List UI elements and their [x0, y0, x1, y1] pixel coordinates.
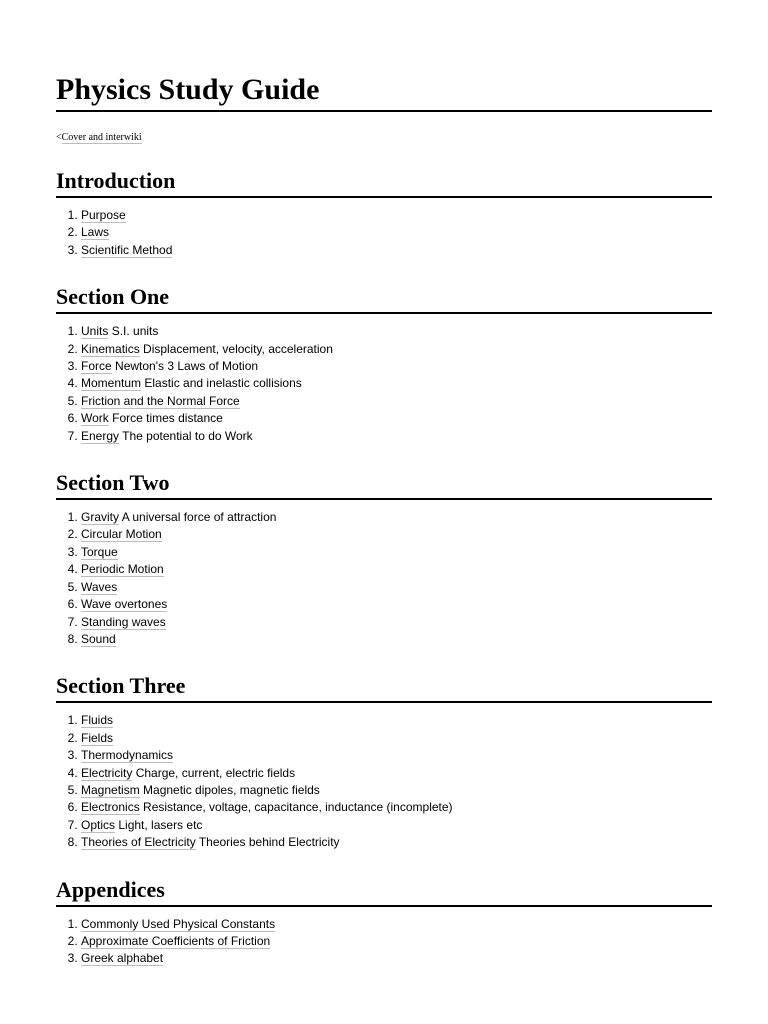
section-heading: Section Three	[56, 672, 712, 703]
list-item-link[interactable]: Wave overtones	[81, 597, 168, 612]
section-heading: Section One	[56, 283, 712, 314]
list-item-link[interactable]: Optics	[81, 817, 116, 832]
section-list	[56, 712, 712, 851]
list-item	[81, 323, 712, 340]
list-item	[81, 341, 712, 358]
sections-container	[56, 167, 712, 968]
section-list	[56, 509, 712, 648]
section-list	[56, 323, 712, 445]
list-item	[81, 730, 712, 747]
list-item	[81, 712, 712, 729]
list-item-description: Resistance, voltage, capacitance, inductance (incomplete)	[143, 800, 453, 815]
section-block	[56, 469, 712, 648]
list-item-description: Force times distance	[112, 411, 223, 426]
list-item-link[interactable]: Units	[81, 324, 109, 339]
list-item-link[interactable]: Electronics	[81, 800, 140, 815]
list-item	[81, 916, 712, 933]
list-item-link[interactable]: Momentum	[81, 376, 142, 391]
list-item-description: Theories behind Electricity	[198, 835, 340, 850]
list-item-description: The potential to do Work	[122, 428, 253, 443]
list-item-link[interactable]: Greek alphabet	[81, 951, 164, 966]
list-item-link[interactable]: Approximate Coefficients of Friction	[81, 933, 271, 948]
list-item-link[interactable]: Torque	[81, 544, 118, 559]
list-item-link[interactable]: Electricity	[81, 765, 133, 780]
list-item-link[interactable]: Waves	[81, 579, 118, 594]
page-title: Physics Study Guide	[56, 72, 712, 112]
list-item	[81, 561, 712, 578]
list-item-link[interactable]: Laws	[81, 225, 110, 240]
list-item	[81, 410, 712, 427]
list-item	[81, 765, 712, 782]
list-item-link[interactable]: Periodic Motion	[81, 562, 164, 577]
list-item-description: Light, lasers etc	[118, 817, 203, 832]
list-item-link[interactable]: Purpose	[81, 208, 126, 222]
list-item-link[interactable]: Theories of Electricity	[81, 835, 196, 850]
list-item	[81, 358, 712, 375]
list-item-link[interactable]: Friction and the Normal Force	[81, 393, 240, 408]
section-block	[56, 672, 712, 851]
list-item	[81, 834, 712, 851]
list-item-link[interactable]: Thermodynamics	[81, 748, 174, 763]
list-item-link[interactable]: Circular Motion	[81, 527, 162, 542]
list-item-description: A universal force of attraction	[121, 510, 277, 525]
list-item-description: Magnetic dipoles, magnetic fields	[143, 782, 320, 797]
list-item	[81, 428, 712, 445]
backlink-link[interactable]: Cover and interwiki	[61, 132, 142, 143]
section-heading: Appendices	[56, 876, 712, 907]
list-item	[81, 950, 712, 967]
list-item	[81, 747, 712, 764]
list-item	[81, 375, 712, 392]
list-item	[81, 596, 712, 613]
list-item	[81, 579, 712, 596]
list-item-description: Displacement, velocity, acceleration	[143, 341, 333, 356]
section-block	[56, 283, 712, 445]
backlink	[56, 131, 712, 145]
list-item-description: Charge, current, electric fields	[135, 765, 296, 780]
backlink-prefix: <	[56, 132, 62, 143]
list-item	[81, 614, 712, 631]
list-item-description: S.I. units	[111, 324, 159, 339]
section-list	[56, 207, 712, 259]
list-item-link[interactable]: Force	[81, 359, 112, 374]
list-item-link[interactable]: Standing waves	[81, 614, 166, 629]
list-item-link[interactable]: Commonly Used Physical Constants	[81, 916, 276, 931]
section-heading: Introduction	[56, 167, 712, 198]
list-item	[81, 242, 712, 259]
list-item	[81, 799, 712, 816]
list-item	[81, 817, 712, 834]
list-item-link[interactable]: Kinematics	[81, 341, 140, 356]
list-item-link[interactable]: Energy	[81, 428, 120, 443]
list-item	[81, 782, 712, 799]
list-item-description: Elastic and inelastic collisions	[144, 376, 302, 391]
list-item	[81, 631, 712, 648]
list-item-description: Newton's 3 Laws of Motion	[115, 359, 259, 374]
list-item-link[interactable]: Sound	[81, 631, 116, 646]
list-item-link[interactable]: Scientific Method	[81, 242, 173, 257]
list-item-link[interactable]: Fields	[81, 730, 114, 745]
list-item	[81, 526, 712, 543]
list-item	[81, 544, 712, 561]
list-item-link[interactable]: Gravity	[81, 510, 120, 525]
list-item	[81, 393, 712, 410]
section-block	[56, 167, 712, 259]
section-heading: Section Two	[56, 469, 712, 500]
list-item-link[interactable]: Magnetism	[81, 782, 140, 797]
list-item	[81, 933, 712, 950]
list-item	[81, 509, 712, 526]
list-item-link[interactable]: Fluids	[81, 713, 114, 728]
list-item	[81, 207, 712, 224]
section-block	[56, 876, 712, 968]
list-item	[81, 224, 712, 241]
section-list	[56, 916, 712, 968]
list-item-link[interactable]: Work	[81, 411, 109, 426]
